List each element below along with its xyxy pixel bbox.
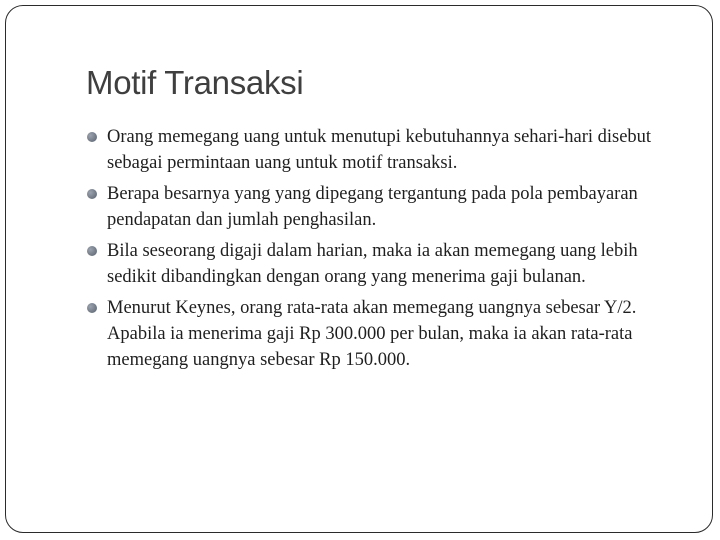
slide-frame bbox=[5, 5, 713, 533]
bullet-dot-icon bbox=[87, 132, 97, 142]
bullet-item bbox=[86, 238, 686, 290]
bullet-dot-icon bbox=[87, 303, 97, 313]
bullet-item bbox=[86, 124, 686, 176]
bullet-list bbox=[86, 124, 686, 378]
bullet-text: Orang memegang uang untuk menutupi kebutuhannya sehari-hari disebut sebagai permintaan uang untuk motif transaksi. bbox=[107, 127, 652, 173]
bullet-text: Menurut Keynes, orang rata-rata akan memegang uangnya sebesar Y/2. Apabila ia menerima gaji Rp 300.000 per bulan, maka ia akan rata-rata memegang uangnya sebesar Rp 150.000. bbox=[107, 298, 637, 370]
bullet-dot-icon bbox=[87, 189, 97, 199]
bullet-item bbox=[86, 295, 686, 373]
bullet-dot-icon bbox=[87, 246, 97, 256]
bullet-text: Bila seseorang digaji dalam harian, maka ia akan memegang uang lebih sedikit dibandingkan dengan orang yang menerima gaji bulanan. bbox=[107, 241, 638, 287]
bullet-item bbox=[86, 181, 686, 233]
slide-title: Motif Transaksi bbox=[86, 64, 304, 101]
bullet-text: Berapa besarnya yang yang dipegang tergantung pada pola pembayaran pendapatan dan jumlah penghasilan. bbox=[107, 184, 638, 230]
